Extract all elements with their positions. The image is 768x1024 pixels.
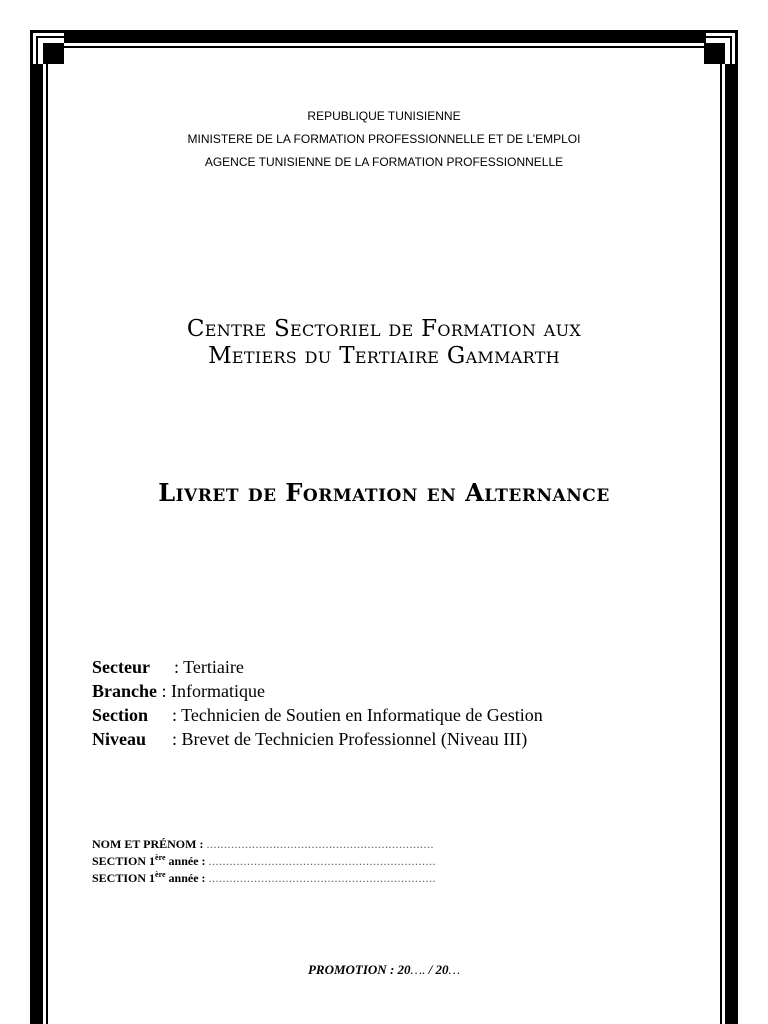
info-block bbox=[92, 655, 543, 751]
field-label-sup: ère bbox=[155, 870, 166, 879]
info-row-branche bbox=[92, 679, 543, 703]
document-title: Livret de Formation en Alternance bbox=[158, 478, 610, 507]
fill-in-fields bbox=[92, 836, 436, 887]
field-dotted-line: ................................................................. bbox=[208, 854, 437, 868]
field-label-sup: ère bbox=[155, 853, 166, 862]
promotion-line bbox=[0, 962, 768, 978]
frame-right-border bbox=[725, 64, 738, 1024]
header-agency: AGENCE TUNISIENNE DE LA FORMATION PROFESSIONNELLE bbox=[204, 155, 564, 169]
centre-name-line2: Metiers du Tertiaire Gammarth bbox=[208, 343, 560, 369]
info-key: Section bbox=[92, 705, 148, 725]
field-dotted-line: ................................................................. bbox=[208, 871, 437, 885]
info-key: Niveau bbox=[92, 729, 146, 749]
info-row-secteur bbox=[92, 655, 543, 679]
field-label-suffix: année : bbox=[165, 871, 206, 885]
promotion-dots-1: …. bbox=[410, 962, 429, 977]
info-value: : Tertiaire bbox=[174, 657, 244, 677]
field-dotted-line: ................................................................. bbox=[206, 837, 434, 851]
field-label-prefix: SECTION 1 bbox=[92, 871, 156, 885]
frame-right-inner-line bbox=[720, 64, 722, 1024]
info-value: : Brevet de Technicien Professionnel (Niveau III) bbox=[172, 729, 528, 749]
frame-left-border bbox=[30, 64, 43, 1024]
frame-left-inner-line bbox=[46, 64, 48, 1024]
header-ministry: MINISTERE DE LA FORMATION PROFESSIONNELLE ET DE L’EMPLOI bbox=[187, 132, 581, 146]
frame-top-inner-line bbox=[64, 46, 706, 48]
field-section-1 bbox=[92, 853, 436, 870]
field-label-prefix: SECTION 1 bbox=[92, 854, 156, 868]
frame-corner-top-right bbox=[704, 30, 738, 64]
promotion-dots-2: … bbox=[448, 962, 461, 977]
field-label bbox=[92, 854, 206, 868]
field-label-suffix: année : bbox=[165, 854, 206, 868]
centre-name bbox=[60, 316, 708, 370]
info-value: : Technicien de Soutien en Informatique de Gestion bbox=[172, 705, 543, 725]
frame-top-border bbox=[64, 30, 706, 43]
frame-corner-top-left bbox=[30, 30, 64, 64]
field-label: NOM ET PRÉNOM : bbox=[92, 837, 204, 851]
centre-name-line1: Centre Sectoriel de Formation aux bbox=[186, 316, 582, 342]
promotion-label: PROMOTION : 20 bbox=[307, 962, 411, 977]
field-section-2 bbox=[92, 870, 436, 887]
field-label bbox=[92, 871, 206, 885]
info-key: Secteur bbox=[92, 657, 150, 677]
info-key: Branche bbox=[92, 681, 157, 701]
info-row-section bbox=[92, 703, 543, 727]
info-value: : Informatique bbox=[161, 681, 265, 701]
header-republic: REPUBLIQUE TUNISIENNE bbox=[307, 109, 461, 123]
field-nom-prenom bbox=[92, 836, 436, 853]
promotion-separator: / 20 bbox=[428, 962, 449, 977]
info-row-niveau bbox=[92, 727, 543, 751]
